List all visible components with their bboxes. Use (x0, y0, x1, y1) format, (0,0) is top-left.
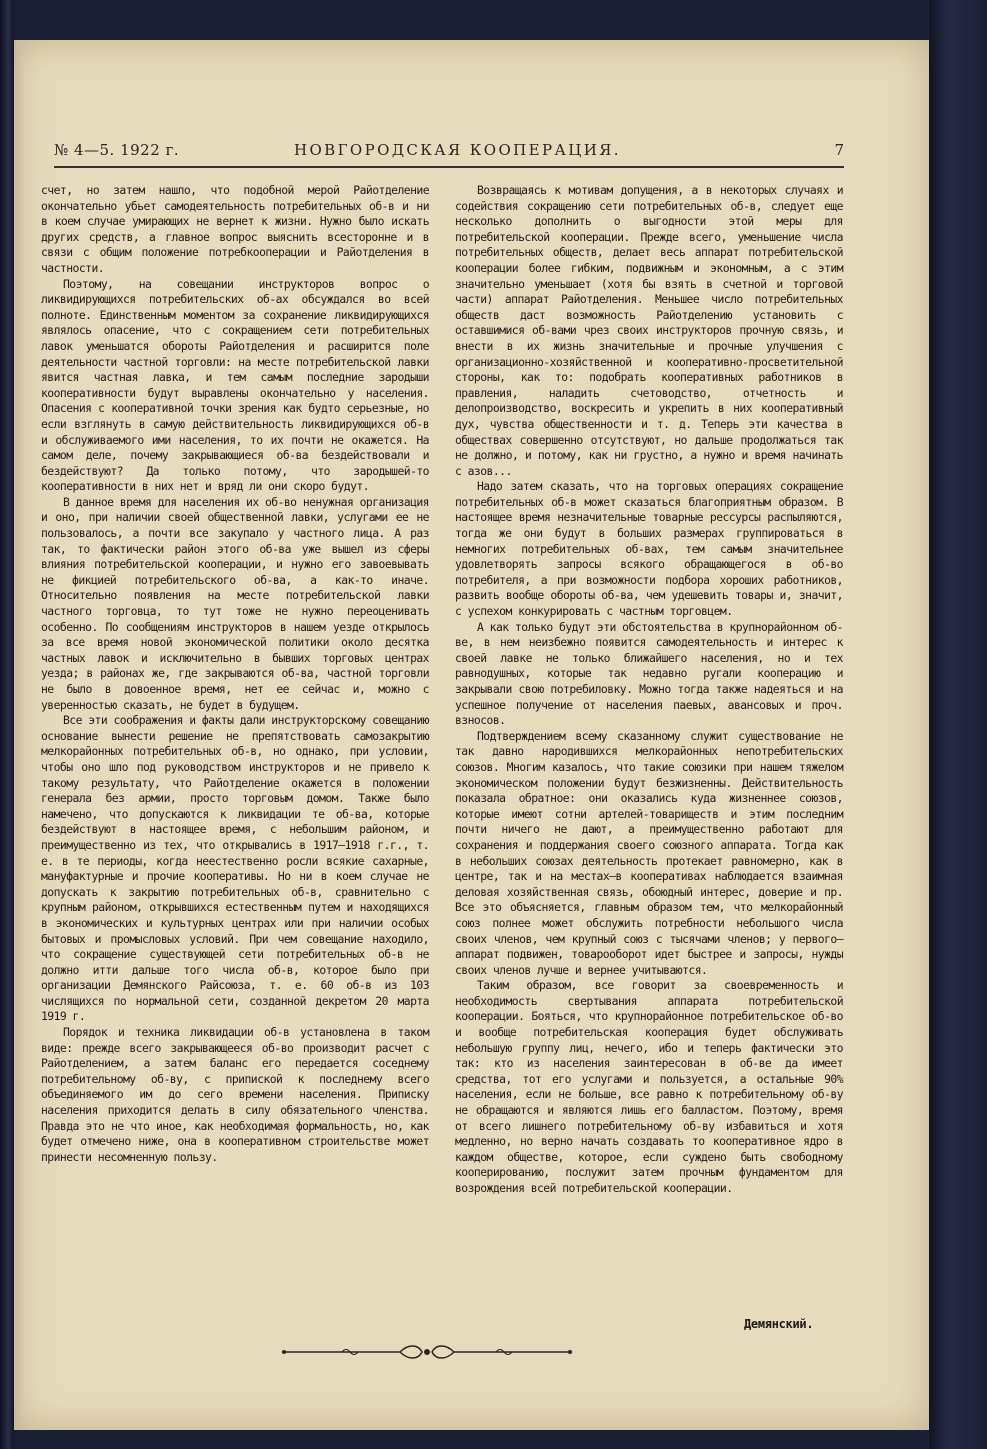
book-binding-left (0, 0, 14, 1449)
paragraph: Надо затем сказать, что на торговых операциях сокращение потребительных об-в может сказаться благоприятным образом. В настоящее время незначительные товарные рессурсы распыляются, тогда же они будут в больших размерах группироваться в немногих потребительных об-вах, тем самым значительнее удовлетворять запросы всякого обращающегося в об-во потребителя, а при возможности подбора хороших работников, развить вообще обороты об-ва, чем удешевить товары и, значит, с успехом конкурировать с частным торговцем. (455, 479, 843, 619)
left-column (41, 183, 429, 1165)
right-column (455, 183, 843, 1197)
header-rule (54, 166, 844, 168)
ornament-divider-icon (282, 1341, 572, 1363)
paragraph: счет, но затем нашло, что подобной мерой Райотделение окончательно убьет самодеятельность потребительных об-в и ни в коем случае умирающих не вернет к жизни. Нужно было искать других средств, а главное вопрос выяснить всесторонне и в связи с общим положение потребкооперации и Райотделения в частности. (41, 183, 429, 275)
paragraph: Таким образом, все говорит за своевременность и необходимость свертывания аппарата потребительской кооперации. Бояться, что крупнорайонное потребительское об-во и вообще потребительская кооперация будет обслуживать небольшую группу лиц, нечего, ибо и теперь фактически это так: кто из населения заинтересован в об-ве да имеет средства, тот его услугами и пользуется, а остальные 90% населения, если не больше, все равно к потребительному об-ву не обращаются и являются лишь его балластом. Поэтому, время от всего лишнего потребительному об-ву избавиться и хотя медленно, но верно начать создавать то кооперативное ядро в каждом обществе, которое, если суждено быть свободному кооперированию, послужит затем прочным фундаментом для возрождения всей потребительской кооперации. (455, 978, 843, 1195)
page-edge-shadow (14, 40, 24, 1430)
paragraph: Подтверждением всему сказанному служит существование не так давно народившихся мелкорайонных непотребительских союзов. Многим казалось, что такие союзики при нашем тяжелом экономическом положении будут безжизненны. Действительность показала обратное: они оказались куда жизненнее союзов, которые имеют сотни артелей-товариществ и этим последним почти ничего не дают, а преимущественно работают для сохранения и поддержания своего союзного аппарата. Тогда как в небольших союзах деятельность протекает равномерно, как в центре, так и на местах—в кооперативах наблюдается взаимная деловая хозяйственная связь, обоюдный интерес, доверие и пр. Все это объясняется, главным образом тем, что мелкорайонный союз полнее может обслужить потребности небольшого числа своих членов, чем крупный союз с тысячами членов; у первого—аппарат подвижен, товарооборот идет быстрее и запросы, нужды своих членов лучше и вернее учитываются. (455, 728, 843, 977)
page-number: 7 (834, 141, 844, 159)
masthead-title: НОВГОРОДСКАЯ КООПЕРАЦИЯ. (294, 141, 621, 159)
newspaper-page (14, 40, 929, 1430)
paragraph: Возвращаясь к мотивам допущения, а в некоторых случаях и содействия сокращению сети потребительных об-в, следует еще несколько дополнить о выгодности этой меры для потребительской кооперации. Прежде всего, уменьшение числа потребительных обществ, делает весь аппарат потребительской кооперации более гибким, подвижным и экономным, а с этим значительно уменьшает (хотя бы взять в счетной и торговой части) аппарат Райотделения. Меньшее число потребительных обществ даст возможность Райотделению установить с оставшимися об-вами чрез своих инструкторов прочную связь, и внести в их жизнь значительные и прочные улучшения с организационно-хозяйственной и кооперативно-просветительной стороны, как то: подобрать кооперативных работников в правления, наладить счетоводство, отчетность и делопроизводство, воскресить и укрепить в них кооперативный дух, чувства общественности и т. д. Теперь эти качества в обществах совершенно отсутствуют, но дальше продолжаться так не должно, и потому, как ни грустно, а нужно и время начинать с азов... (455, 183, 843, 478)
issue-number: № 4—5. 1922 г. (54, 141, 180, 159)
paragraph: Поэтому, на совещании инструкторов вопрос о ликвидирующихся потребительских об-ах обсуждался во всей полноте. Единственным моментом за сохранение ликвидирующихся являлось опасение, что с сокращением сети потребительных лавок уменьшатся обороты Райотделения и расширится поле деятельности частной торговли: на месте потребительской лавки явится частная лавка, и тем самым последние зародыши кооперативности будут выравлены окончательно у населения. Опасения с кооперативной точки зрения как будто серьезные, но если взглянуть в самую действительность ликвидирующихся об-в и обслуживаемого ими населения, то их почти не окажется. На самом деле, почему закрывающиеся об-ва бездействовали и бездействуют? Да только потому, что зародышей-то кооперативности в них нет и вряд ли они скоро будут. (41, 276, 429, 494)
book-binding-right (929, 0, 987, 1449)
paragraph: В данное время для населения их об-во ненужная организация и оно, при наличии своей общественной лавки, услугами ее не пользовалось, а почти все закупало у частного лица. А раз так, то фактически район этого об-ва уже вышел из сферы влияния потребительской кооперации, и нужно его завоевывать не фикцией потребительского об-ва, а как-то иначе. Относительно появления на месте потребительской лавки частного торговца, то тут тоже не нужно переоценивать особенно. По сообщениям инструкторов в нашем уезде открылось за все время новой экономической политики около десятка частных лавок и исключительно в бывших торговых центрах уезда; в районах же, где закрываются об-ва, частной торговли не было в довоенное время, нет ее сейчас и, можно с уверенностью сказать, не будет в будущем. (41, 494, 429, 712)
paragraph: Порядок и техника ликвидации об-в установлена в таком виде: прежде всего закрывающееся об-во производит расчет с Райотделением, а затем баланс его передается соседнему потребительному об-ву, с припиской к последнему всего объединяемого им до сего времени населения. Приписку населения приходится делать в силу обязательного членства. Правда это не что иное, как необходимая формальность, но, как будет отмечено ниже, она в кооперативном строительстве может принести несомненную пользу. (41, 1025, 429, 1164)
paragraph: Все эти соображения и факты дали инструкторскому совещанию основание вынести решение не препятствовать самозакрытию мелкорайонных потребительных об-в, но однако, при условии, чтобы оно шло под руководством инструкторов и не привело к такому результату, что Райотделение окажется в положении генерала без армии, просто торговым домом. Также было намечено, что допускаются к ликвидации те об-ва, которые бездействуют в настоящее время, с небольшим районом, и преимущественно из тех, что открывались в 1917—1918 г.г., т. е. в те периоды, когда неестественно росли всякие сахарные, мануфактурные и прочие кооперативы. Но ни в коем случае не допускать к закрытию потребительных об-в, сравнительно с крупным районом, открывшихся естественным путем и находящихся в экономических и культурных центрах или при наличии особых бытовых и промысловых условий. При чем совещание находило, что сокращение существующей сети потребительных об-в не должно итти дальше того числа об-в, которое было при организации Демянского Райсоюза, т. е. 60 об-в из 103 числящихся по нормальной сети, созданной декретом 20 марта 1919 г. (41, 713, 429, 1024)
page-header (54, 141, 844, 167)
paragraph: А как только будут эти обстоятельства в крупнорайонном об-ве, в нем неизбежно появится самодеятельность и интерес к своей лавке не только ближайшего населения, но и тех равнодушных, которые так недавно ругали кооперацию и закрывали свою потребиловку. Можно тогда также надеяться и на успешное получение от населения паевых, авансовых и проч. взносов. (455, 619, 843, 728)
author-signature: Демянский. (744, 1317, 814, 1331)
